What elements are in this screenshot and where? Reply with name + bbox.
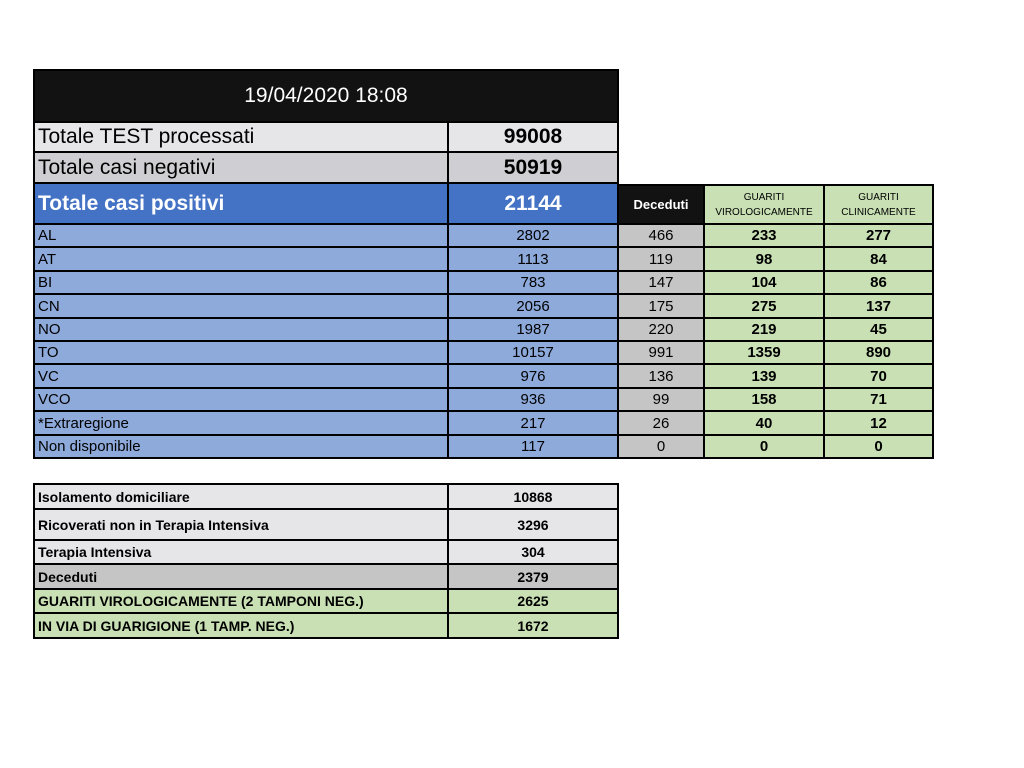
report-datetime: 19/04/2020 18:08: [33, 69, 619, 123]
province-positive: 1987: [447, 317, 619, 342]
province-clinical-recovered: 45: [823, 317, 934, 342]
province-deceased: 220: [617, 317, 705, 342]
total-positive-label: Totale casi positivi: [33, 182, 449, 225]
province-deceased: 99: [617, 387, 705, 412]
clinical-header-line1: GUARITI: [858, 191, 899, 203]
province-name: VCO: [33, 387, 449, 412]
province-name: BI: [33, 270, 449, 295]
province-positive: 2056: [447, 293, 619, 319]
province-virological-recovered: 275: [703, 293, 825, 319]
summary-label: GUARITI VIROLOGICAMENTE (2 TAMPONI NEG.): [33, 588, 449, 614]
summary-value: 304: [447, 539, 619, 565]
total-positive-value: 21144: [447, 182, 619, 225]
province-name: TO: [33, 340, 449, 365]
total-negative-value: 50919: [447, 151, 619, 184]
province-virological-recovered: 0: [703, 434, 825, 459]
province-clinical-recovered: 71: [823, 387, 934, 412]
province-virological-recovered: 104: [703, 270, 825, 295]
province-deceased: 0: [617, 434, 705, 459]
virological-header-line1: GUARITI: [743, 191, 785, 203]
province-clinical-recovered: 70: [823, 363, 934, 389]
province-clinical-recovered: 890: [823, 340, 934, 365]
province-name: Non disponibile: [33, 434, 449, 459]
province-positive: 10157: [447, 340, 619, 365]
summary-value: 2379: [447, 563, 619, 590]
province-virological-recovered: 1359: [703, 340, 825, 365]
province-name: CN: [33, 293, 449, 319]
province-positive: 117: [447, 434, 619, 459]
summary-label: IN VIA DI GUARIGIONE (1 TAMP. NEG.): [33, 612, 449, 639]
summary-value: 1672: [447, 612, 619, 639]
clinical-header-line2: CLINICAMENTE: [841, 206, 916, 218]
province-positive: 217: [447, 410, 619, 436]
province-positive: 783: [447, 270, 619, 295]
province-virological-recovered: 158: [703, 387, 825, 412]
province-positive: 936: [447, 387, 619, 412]
province-name: *Extraregione: [33, 410, 449, 436]
total-negative-label: Totale casi negativi: [33, 151, 449, 184]
province-name: AL: [33, 223, 449, 248]
summary-label: Isolamento domiciliare: [33, 483, 449, 510]
province-clinical-recovered: 12: [823, 410, 934, 436]
deceased-column-header: Deceduti: [617, 184, 705, 225]
province-deceased: 136: [617, 363, 705, 389]
virological-header-line2: VIROLOGICAMENTE: [715, 206, 813, 218]
province-deceased: 147: [617, 270, 705, 295]
province-positive: 2802: [447, 223, 619, 248]
province-deceased: 175: [617, 293, 705, 319]
province-deceased: 466: [617, 223, 705, 248]
province-name: VC: [33, 363, 449, 389]
province-clinical-recovered: 277: [823, 223, 934, 248]
clinical-recovered-column-header: [823, 184, 934, 225]
virological-recovered-column-header: [703, 184, 825, 225]
province-virological-recovered: 98: [703, 246, 825, 272]
province-positive: 976: [447, 363, 619, 389]
total-tests-label: Totale TEST processati: [33, 121, 449, 153]
province-virological-recovered: 40: [703, 410, 825, 436]
summary-label: Deceduti: [33, 563, 449, 590]
summary-value: 2625: [447, 588, 619, 614]
summary-value: 10868: [447, 483, 619, 510]
summary-label: Ricoverati non in Terapia Intensiva: [33, 508, 449, 541]
province-deceased: 26: [617, 410, 705, 436]
province-name: AT: [33, 246, 449, 272]
province-virological-recovered: 219: [703, 317, 825, 342]
summary-value: 3296: [447, 508, 619, 541]
province-name: NO: [33, 317, 449, 342]
summary-label: Terapia Intensiva: [33, 539, 449, 565]
province-clinical-recovered: 86: [823, 270, 934, 295]
province-virological-recovered: 139: [703, 363, 825, 389]
province-positive: 1113: [447, 246, 619, 272]
province-clinical-recovered: 84: [823, 246, 934, 272]
province-deceased: 991: [617, 340, 705, 365]
province-deceased: 119: [617, 246, 705, 272]
province-virological-recovered: 233: [703, 223, 825, 248]
province-clinical-recovered: 137: [823, 293, 934, 319]
province-clinical-recovered: 0: [823, 434, 934, 459]
total-tests-value: 99008: [447, 121, 619, 153]
